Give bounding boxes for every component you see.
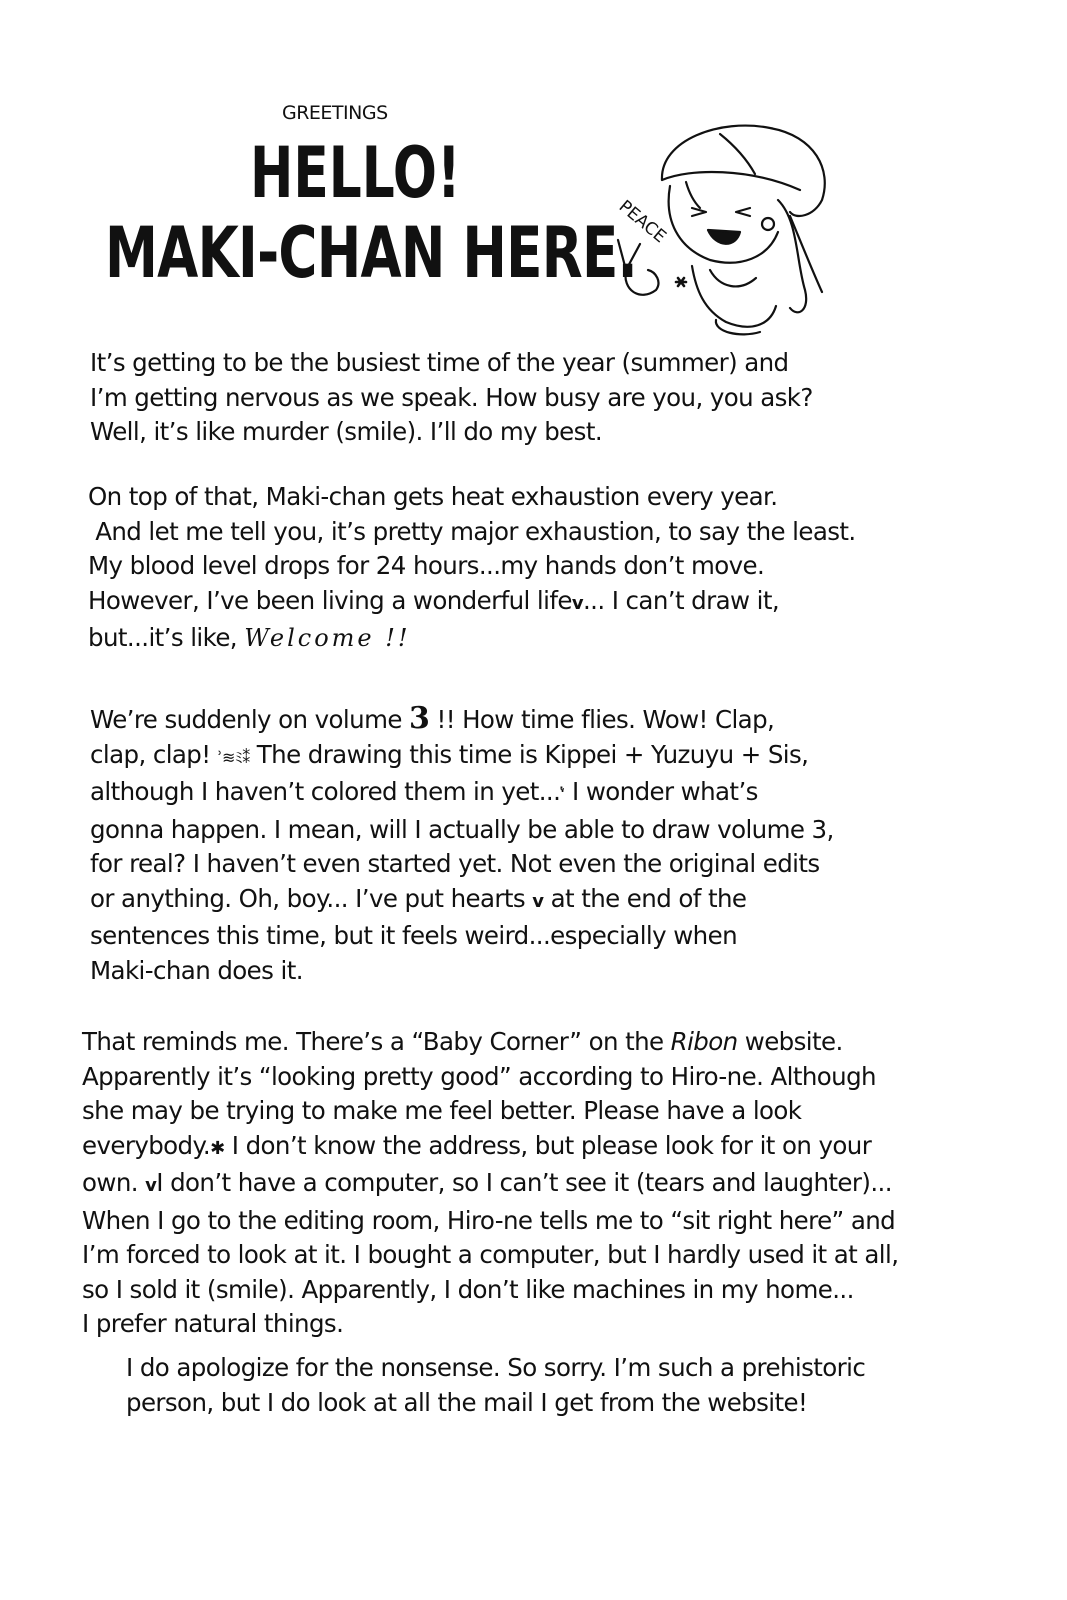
- text-line: We’re suddenly on volume 3 !! How time flies. Wow! Clap,: [90, 701, 775, 736]
- text-line: That reminds me. There’s a “Baby Corner” on the Ribon website.: [82, 1027, 843, 1056]
- text-line: she may be trying to make me feel better. Please have a look: [82, 1096, 802, 1125]
- text-line: And let me tell you, it’s pretty major exhaustion, to say the least.: [88, 516, 856, 546]
- sparkle-icon: ʾ≋ﾐ⁑: [217, 747, 250, 767]
- right-eye: [736, 208, 750, 216]
- star-icon: ✱: [210, 1137, 225, 1159]
- hat-outline: [662, 126, 825, 216]
- text-line: My blood level drops for 24 hours...my hands don’t move.: [88, 551, 765, 580]
- heart-icon: v: [145, 1175, 157, 1196]
- hat-fold: [720, 134, 755, 174]
- paragraph-baby-corner: [82, 1025, 898, 1342]
- text-line: but...it’s like, Welcome !!: [88, 623, 411, 652]
- star-icon: [676, 278, 686, 286]
- text-line: so I sold it (smile). Apparently, I don’t like machines in my home...: [82, 1274, 854, 1304]
- left-eye: [692, 208, 706, 216]
- text-line: It’s getting to be the busiest time of the year (summer) and: [90, 348, 789, 377]
- text-line: I’m getting nervous as we speak. How busy are you, you ask?: [90, 382, 813, 412]
- text-line: own. vI don’t have a computer, so I can’t see it (tears and laughter)...: [82, 1168, 892, 1197]
- volume-number: 3: [409, 701, 430, 736]
- paragraph-volume-three: [90, 702, 834, 988]
- title-hello: HELLO!: [250, 132, 461, 214]
- text-line: person, but I do look at all the mail I get from the website!: [126, 1387, 808, 1417]
- paragraph-heat-exhaustion: [88, 480, 856, 656]
- mouth: [708, 230, 740, 244]
- welcome-handwriting: Welcome !!: [244, 624, 411, 652]
- text-line: although I haven’t colored them in yet...ʻ̔ I wonder what’s: [90, 777, 758, 806]
- text-line: Well, it’s like murder (smile). I’ll do my best.: [90, 417, 603, 446]
- text-line: everybody.✱ I don’t know the address, but please look for it on your: [82, 1130, 872, 1160]
- text-line: On top of that, Maki-chan gets heat exhaustion every year.: [88, 482, 778, 511]
- ribon-title: Ribon: [670, 1027, 738, 1056]
- heart-icon: v: [532, 890, 544, 912]
- text-line: However, I’ve been living a wonderful lifev... I can’t draw it,: [88, 585, 780, 615]
- text-line: gonna happen. I mean, will I actually be able to draw volume 3,: [90, 814, 834, 844]
- text-line: I do apologize for the nonsense. So sorry. I’m such a prehistoric: [126, 1353, 866, 1382]
- text-line: Apparently it’s “looking pretty good” according to Hiro-ne. Although: [82, 1061, 876, 1091]
- text-line: or anything. Oh, boy... I’ve put hearts v at the end of the: [90, 883, 747, 913]
- text-line: clap, clap! ʾ≋ﾐ⁑ The drawing this time is Kippei + Yuzuyu + Sis,: [90, 739, 809, 769]
- hat-band: [662, 172, 800, 190]
- sweat-icon: ʻ̔: [560, 785, 565, 804]
- text-line: I prefer natural things.: [82, 1309, 344, 1338]
- text-line: When I go to the editing room, Hiro-ne tells me to “sit right here” and: [82, 1205, 896, 1235]
- heart-icon: v: [571, 592, 583, 614]
- text-line: sentences this time, but it feels weird...especially when: [90, 921, 737, 950]
- greetings-label: GREETINGS: [282, 102, 388, 124]
- text-line: for real? I haven’t even started yet. Not even the original edits: [90, 849, 820, 878]
- peace-caption: PEACE: [614, 196, 670, 248]
- peace-hand: [618, 240, 658, 295]
- text-line: I’m forced to look at it. I bought a computer, but I hardly used it at all,: [82, 1240, 899, 1269]
- title-maki-chan-here: MAKI-CHAN HERE.: [105, 212, 637, 294]
- maki-chan-chibi-illustration: [600, 120, 860, 340]
- paragraph-busy-season: [90, 346, 813, 450]
- body-outline: [692, 266, 776, 327]
- paragraph-apology: [126, 1351, 865, 1420]
- text-line: Maki-chan does it.: [90, 955, 303, 985]
